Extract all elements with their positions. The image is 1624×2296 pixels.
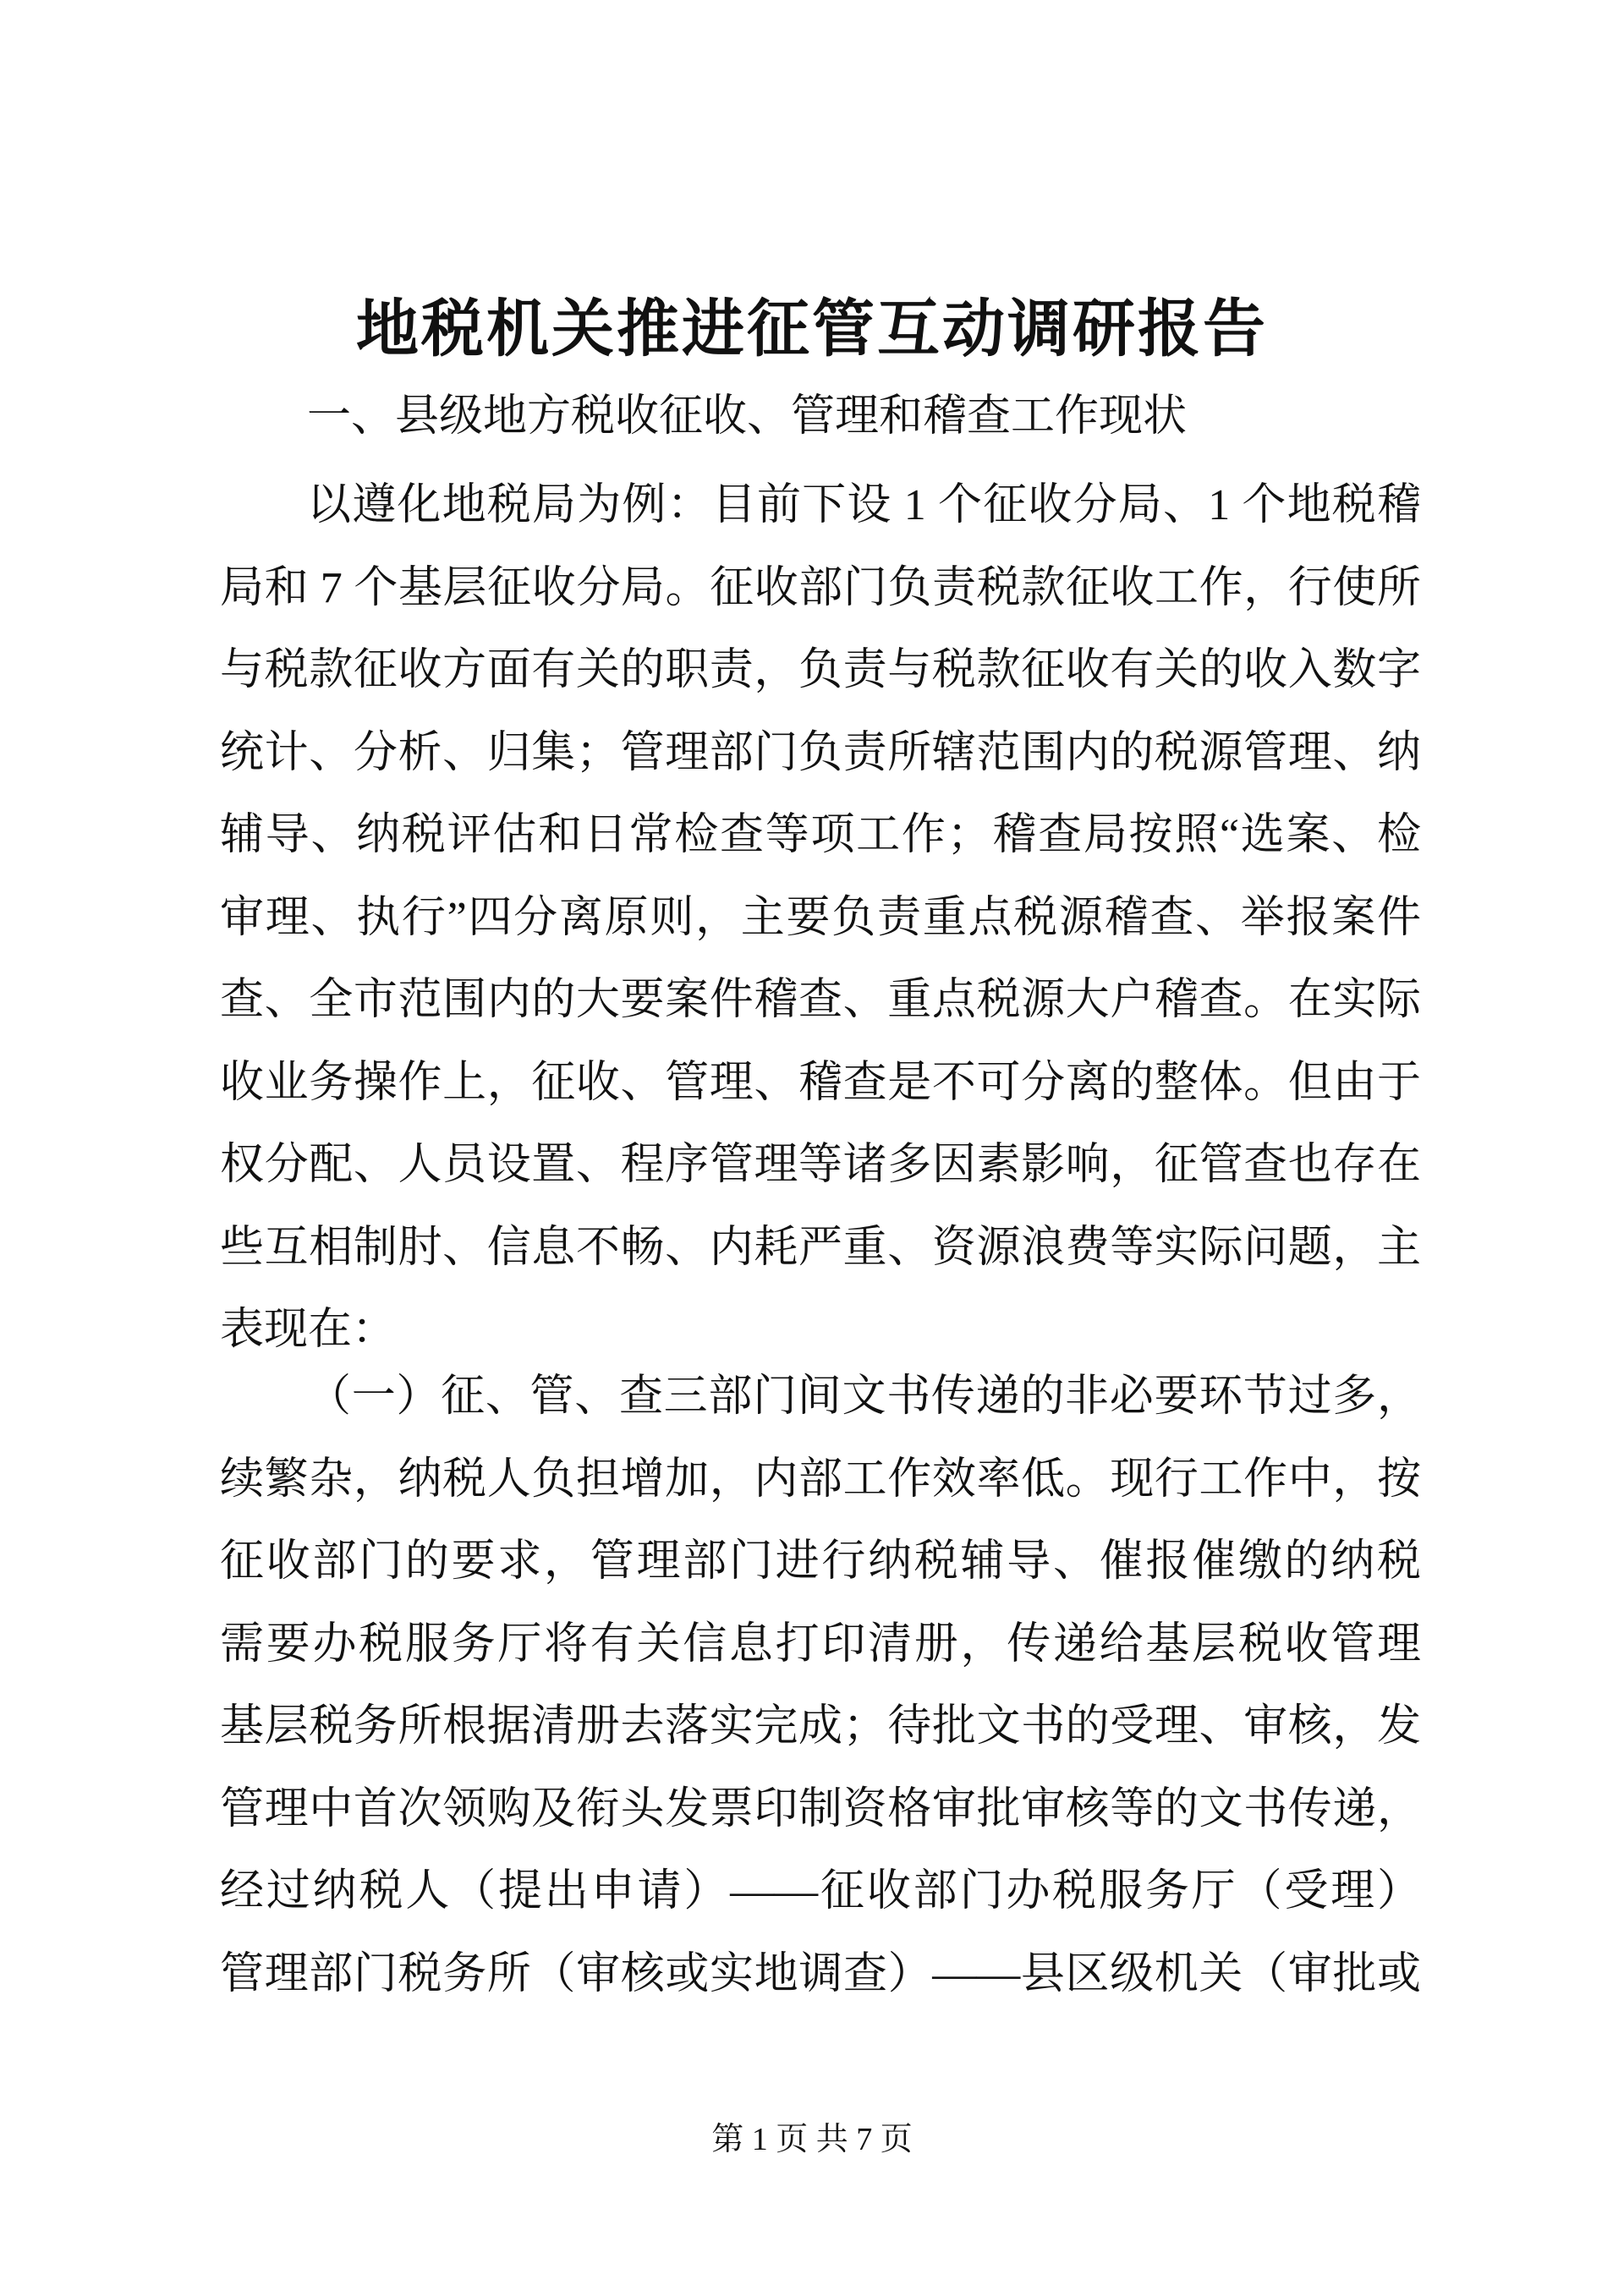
paragraph-1 (220, 464, 1421, 1372)
text-line: 基层税务所根据清册去落实完成；待批文书的受理、审核，发 (220, 1702, 1421, 1751)
text-line: 与税款征收方面有关的职责，负责与税款征收有关的收入数字 (220, 646, 1421, 694)
text-line: 审理、执行”四分离原则，主要负责重点税源稽查、举报案件 (220, 893, 1421, 942)
text-line: 管理部门税务所（审核或实地调查）——县区级机关（审批或 (220, 1949, 1421, 1998)
text-line: 管理中首次领购及衔头发票印制资格审批审核等的文书传递， (220, 1784, 1421, 1833)
text-line: 收业务操作上，征收、管理、稽查是不可分离的整体。但由于 (220, 1058, 1421, 1107)
text-line: 续繁杂，纳税人负担增加，内部工作效率低。现行工作中，按 (220, 1455, 1421, 1504)
document-title: 地税机关推进征管互动调研报告 (356, 295, 1268, 364)
text-line: 经过纳税人（提出申请）——征收部门办税服务厅（受理） (220, 1867, 1421, 1915)
text-line: 表现在： (220, 1306, 397, 1354)
text-line: 征收部门的要求，管理部门进行纳税辅导、催报催缴的纳税 (220, 1537, 1421, 1586)
text-line: 统计、分析、归集；管理部门负责所辖范围内的税源管理、纳 (220, 728, 1421, 777)
section-heading: 一、县级地方税收征收、管理和稽查工作现状 (307, 392, 1188, 441)
paragraph-2 (220, 1356, 1421, 2015)
text-line: （一）征、管、查三部门间文书传递的非必要环节过多， (307, 1373, 1421, 1421)
page-number-footer: 第 1 页 共 7 页 (711, 2122, 913, 2157)
text-line: 些互相制肘、信息不畅、内耗严重、资源浪费等实际问题，主 (220, 1223, 1421, 1272)
text-line: 以遵化地税局为例：目前下设 1 个征收分局、1 个地税稽 (307, 481, 1421, 529)
text-line: 查、全市范围内的大要案件稽查、重点税源大户稽查。在实际 (220, 976, 1421, 1024)
text-line: 局和 7 个基层征收分局。征收部门负责税款征收工作，行使所 (220, 563, 1421, 612)
text-line: 辅导、纳税评估和日常检查等项工作；稽查局按照“选案、检 (220, 811, 1421, 859)
text-line: 需要办税服务厅将有关信息打印清册，传递给基层税收管理 (220, 1619, 1421, 1669)
text-line: 权分配、人员设置、程序管理等诸多因素影响，征管查也存在 (220, 1141, 1421, 1189)
